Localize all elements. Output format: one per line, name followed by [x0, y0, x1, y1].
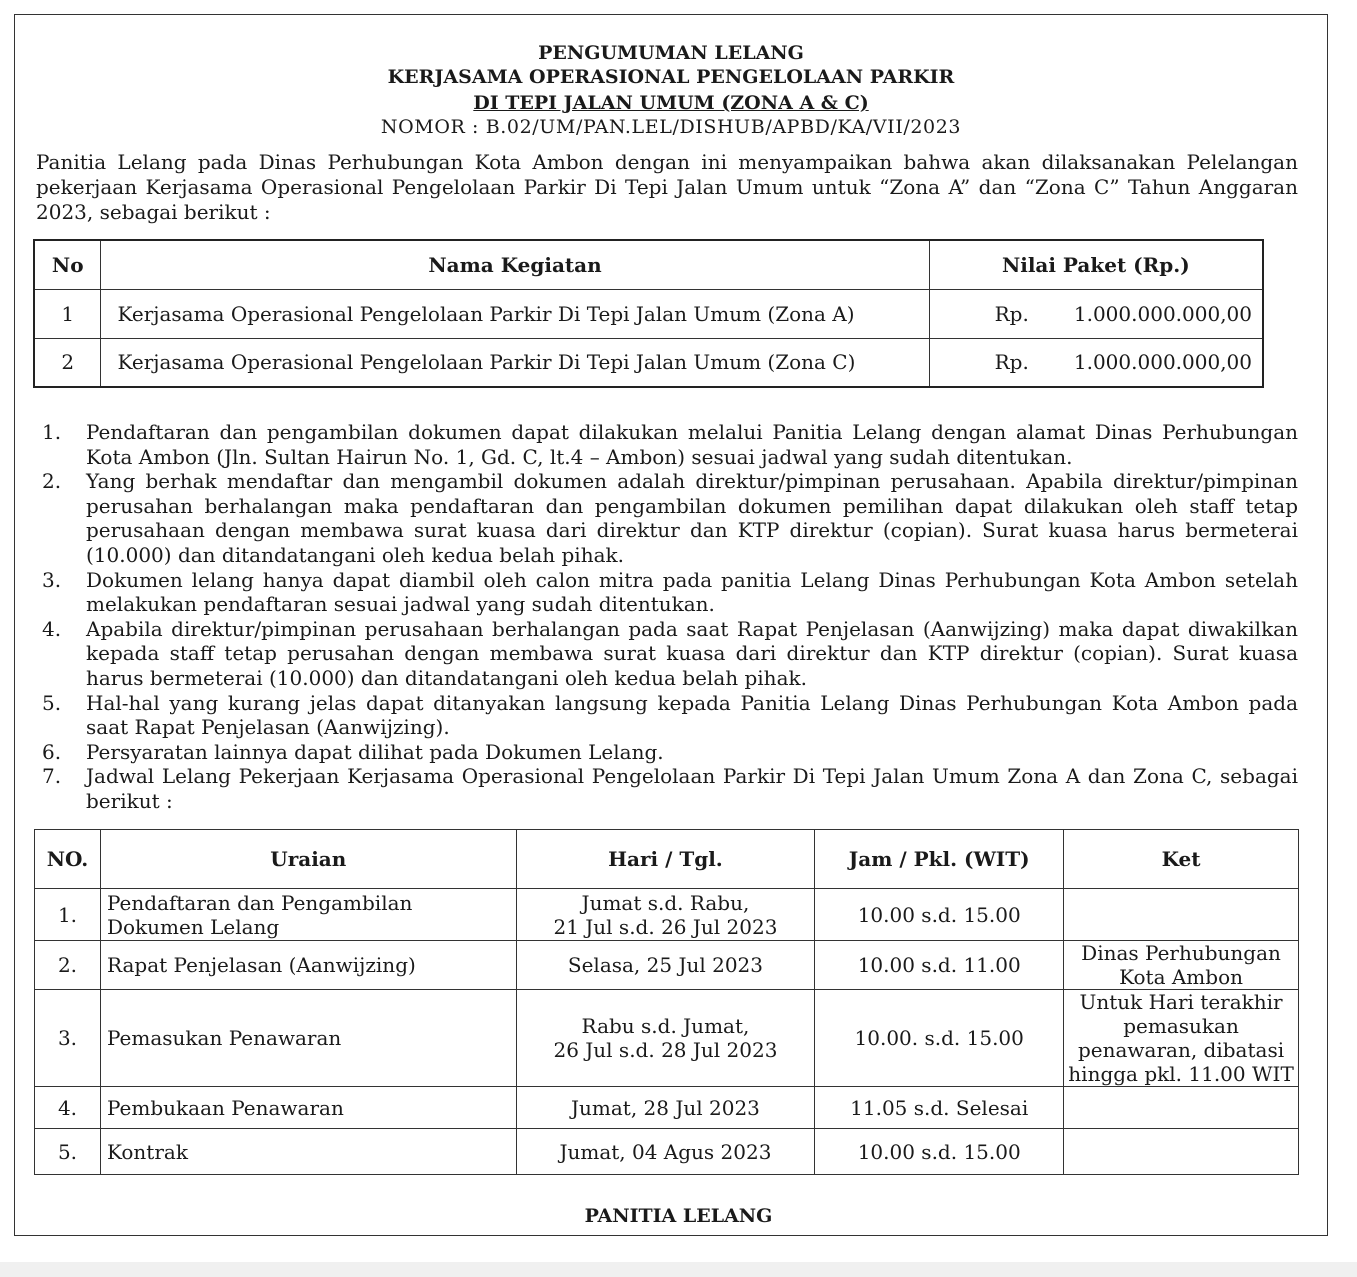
signature-committee: PANITIA LELANG [584, 1205, 773, 1227]
package-value: 1.000.000.000,00 [1073, 301, 1252, 326]
package-value: 1.000.000.000,00 [1073, 350, 1252, 375]
table-row [35, 889, 1299, 941]
title-line-2: KERJASAMA OPERASIONAL PENGELOLAAN PARKIR [387, 66, 955, 88]
list-item: 2. Yang berhak mendaftar dan mengambil dokumen adalah direktur/pimpinan perusahaan. Apabila direktur/pimpinan perusahan berhalangan maka pendaftaran dan pengambilan dokumen pemilihan dapat dilakukan oleh staff tetap perusahaan dengan membawa surat kuasa dari direktur dan KTP direktur (copian). Surat kuasa harus bermeterai (10.000) dan ditandatangani oleh kedua belah pihak. [42, 469, 1298, 567]
row-number: 3. [35, 990, 101, 1087]
document-number: NOMOR : B.02/UM/PAN.LEL/DISHUB/APBD/KA/VII/2023 [380, 116, 962, 138]
date-line-1: Jumat s.d. Rabu, [581, 890, 750, 915]
time: 10.00 s.d. 15.00 [815, 889, 1064, 941]
column-header: Hari / Tgl. [516, 830, 815, 889]
package-value-cell [929, 338, 1263, 387]
table-row [35, 941, 1299, 990]
package-name: Kerjasama Operasional Pengelolaan Parkir Di Tepi Jalan Umum (Zona A) [101, 289, 929, 338]
remark [1064, 1129, 1299, 1175]
time: 10.00 s.d. 11.00 [815, 941, 1064, 990]
page-bottom-strip [0, 1262, 1357, 1277]
row-number: 1 [34, 289, 101, 338]
terms-list [42, 420, 1298, 814]
date-cell [516, 1087, 815, 1129]
activity: Pembukaan Penawaran [100, 1087, 516, 1129]
table-header-row [34, 240, 1263, 289]
currency-label: Rp. [994, 350, 1029, 375]
remark: Dinas Perhubungan Kota Ambon [1064, 941, 1299, 990]
date-cell [516, 889, 815, 941]
column-header: NO. [35, 830, 101, 889]
currency-label: Rp. [994, 301, 1029, 326]
column-header: Ket [1064, 830, 1299, 889]
column-header: Nilai Paket (Rp.) [929, 240, 1263, 289]
date-line-1: Jumat, 28 Jul 2023 [571, 1095, 760, 1120]
date-line-2: 21 Jul s.d. 26 Jul 2023 [553, 914, 778, 939]
time: 11.05 s.d. Selesai [815, 1087, 1064, 1129]
remark [1064, 889, 1299, 941]
row-number: 4. [35, 1087, 101, 1129]
date-line-1: Selasa, 25 Jul 2023 [567, 953, 764, 977]
list-item: 3. Dokumen lelang hanya dapat diambil oleh calon mitra pada panitia Lelang Dinas Perhubungan Kota Ambon setelah melakukan pendaftaran sesuai jadwal yang sudah ditentukan. [42, 567, 1298, 617]
column-header: Nama Kegiatan [101, 240, 929, 289]
intro-paragraph: Panitia Lelang pada Dinas Perhubungan Kota Ambon dengan ini menyampaikan bahwa akan dilaksanakan Pelelangan pekerjaan Kerjasama Operasional Pengelolaan Parkir Di Tepi Jalan Umum untuk “Zona A” dan “Zona C” Tahun Anggaran 2023, sebagai berikut : [36, 150, 1298, 224]
date-line-1: Jumat, 04 Agus 2023 [559, 1139, 772, 1164]
table-row [34, 289, 1263, 338]
activity: Kontrak [100, 1129, 516, 1175]
activity: Rapat Penjelasan (Aanwijzing) [100, 941, 516, 990]
title-line-3: DI TEPI JALAN UMUM (ZONA A & C) [473, 92, 869, 114]
column-header: Jam / Pkl. (WIT) [815, 830, 1064, 889]
package-value-cell [929, 289, 1263, 338]
time: 10.00 s.d. 15.00 [815, 1129, 1064, 1175]
remark: Untuk Hari terakhir pemasukan penawaran, dibatasi hingga pkl. 11.00 WIT [1064, 990, 1299, 1087]
remark [1064, 1087, 1299, 1129]
row-number: 2 [34, 338, 101, 387]
list-item: 4. Apabila direktur/pimpinan perusahaan berhalangan pada saat Rapat Penjelasan (Aanwijzing) maka dapat diwakilkan kepada staff tetap perusahan dengan membawa surat kuasa dari direktur dan KTP direktur (copian). Surat kuasa harus bermeterai (10.000) dan ditandatangani oleh kedua belah pihak. [42, 616, 1298, 690]
table-header-row [35, 830, 1299, 889]
date-line-1: Rabu s.d. Jumat, [581, 1014, 750, 1038]
column-header: No [34, 240, 101, 289]
list-item: 6. Persyaratan lainnya dapat dilihat pada Dokumen Lelang. [42, 739, 664, 764]
list-item: 5. Hal-hal yang kurang jelas dapat ditanyakan langsung kepada Panitia Lelang Dinas Perhubungan Kota Ambon pada saat Rapat Penjelasan (Aanwijzing). [42, 690, 1298, 740]
activity: Pendaftaran dan Pengambilan Dokumen Lelang [100, 889, 516, 941]
table-row [35, 1087, 1299, 1129]
list-item: 7. Jadwal Lelang Pekerjaan Kerjasama Operasional Pengelolaan Parkir Di Tepi Jalan Umum Zona A dan Zona C, sebagai berikut : [42, 764, 1298, 813]
table-row [34, 338, 1263, 387]
package-table [33, 239, 1264, 388]
time: 10.00. s.d. 15.00 [815, 990, 1064, 1087]
date-cell [516, 990, 815, 1087]
title-line-1: PENGUMUMAN LELANG [538, 42, 804, 64]
activity: Pemasukan Penawaran [100, 990, 516, 1087]
table-row [35, 990, 1299, 1087]
package-name: Kerjasama Operasional Pengelolaan Parkir Di Tepi Jalan Umum (Zona C) [101, 338, 929, 387]
date-line-2: 26 Jul s.d. 28 Jul 2023 [553, 1038, 778, 1062]
column-header: Uraian [100, 830, 516, 889]
table-row [35, 1129, 1299, 1175]
date-cell [516, 1129, 815, 1175]
row-number: 1. [35, 889, 101, 941]
date-cell [516, 941, 815, 990]
list-item: 1. Pendaftaran dan pengambilan dokumen dapat dilakukan melalui Panitia Lelang dengan alamat Dinas Perhubungan Kota Ambon (Jln. Sultan Hairun No. 1, Gd. C, lt.4 – Ambon) sesuai jadwal yang sudah ditentukan. [42, 420, 1298, 469]
row-number: 5. [35, 1129, 101, 1175]
schedule-table [34, 829, 1299, 1175]
row-number: 2. [35, 941, 101, 990]
